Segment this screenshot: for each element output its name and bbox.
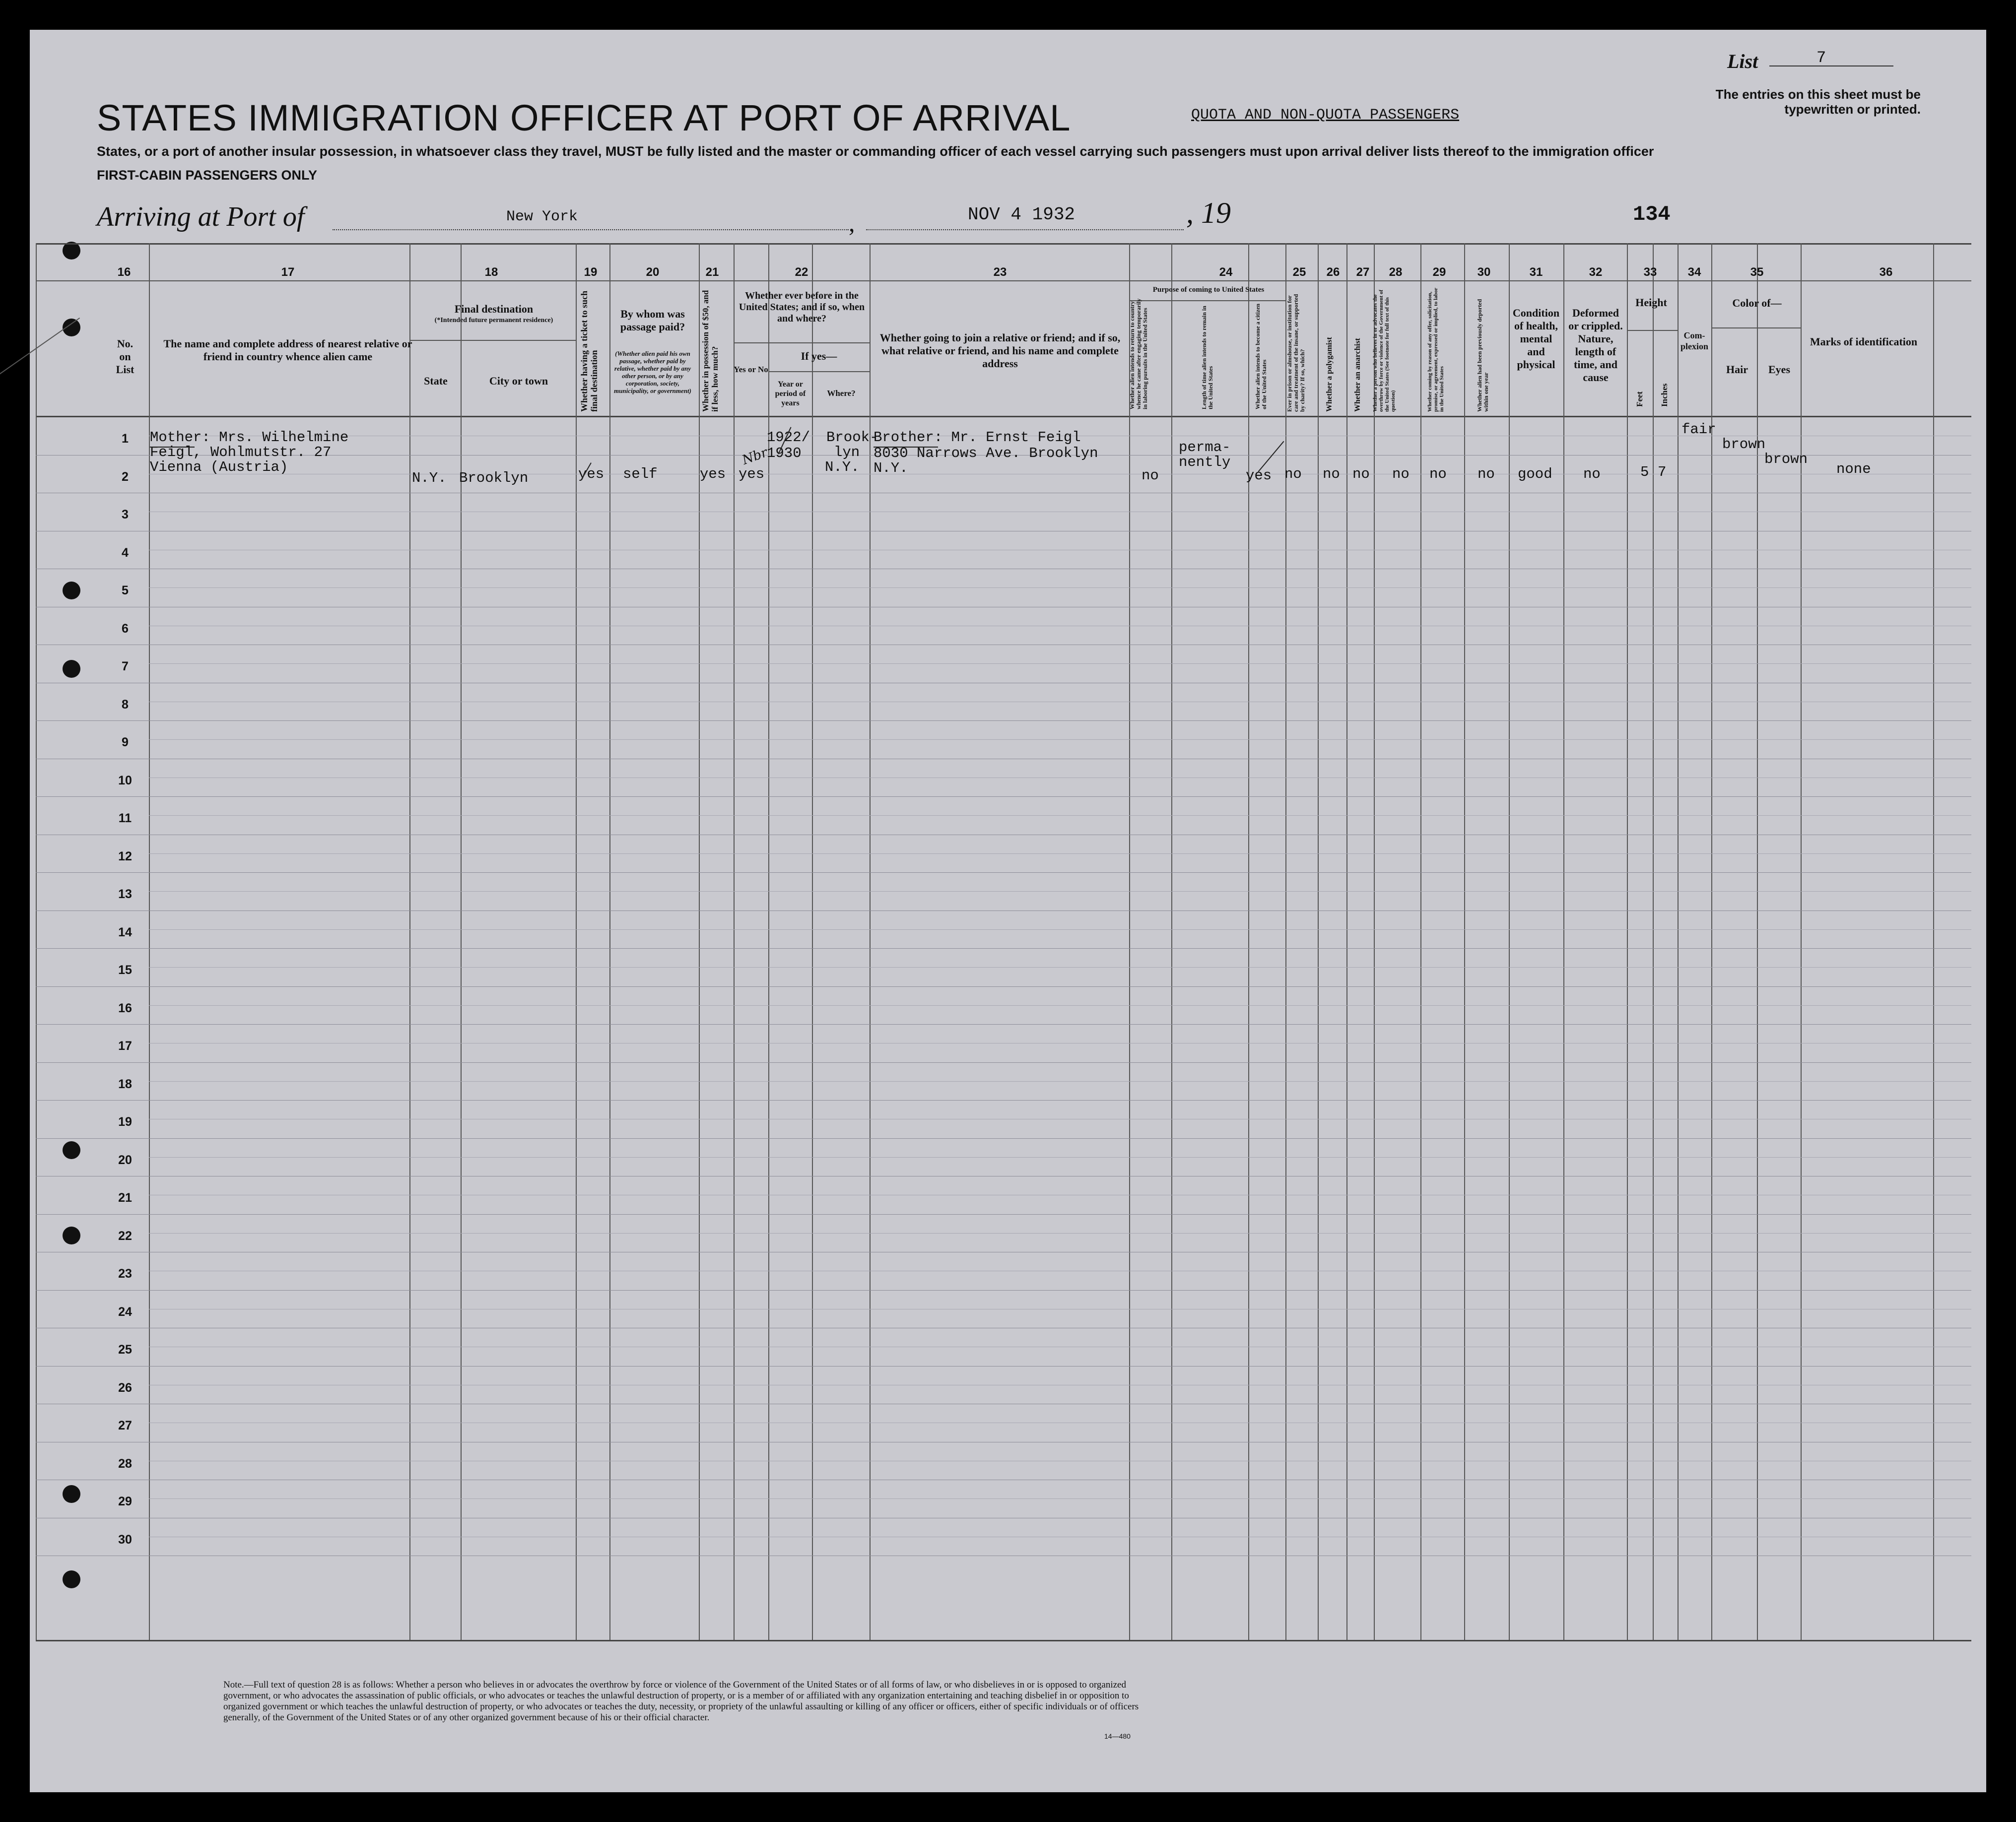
- page-number: 134: [1633, 202, 1671, 226]
- row-number: 26: [118, 1380, 132, 1395]
- punch-hole: [63, 660, 80, 678]
- subheader-line: [1711, 327, 1801, 328]
- quota-label: QUOTA AND NON-QUOTA PASSENGERS: [1191, 107, 1460, 124]
- row-number: 23: [118, 1267, 132, 1281]
- header-nearest-relative: The name and complete address of nearest relative or friend in country whence alien came: [163, 337, 412, 363]
- row-number: 2: [122, 469, 129, 484]
- row-number: 5: [122, 584, 129, 598]
- column-line: [1563, 243, 1564, 1640]
- header-deported: Whether alien had been previously deported within one year: [1476, 299, 1489, 412]
- header-joining: Whether going to join a relative or friend; and if so, what relative or friend, and his name and complete address: [879, 331, 1121, 370]
- header-where: Where?: [827, 389, 856, 398]
- header-citizen-intent: Whether alien intends to become a citizen of the United States: [1254, 303, 1268, 409]
- row-number: 19: [118, 1115, 132, 1129]
- row-midline: [149, 663, 1971, 664]
- row-number: 11: [118, 811, 132, 826]
- row-midline: [149, 587, 1971, 588]
- header-hair: Hair: [1726, 363, 1748, 376]
- row-line: [36, 1062, 1971, 1063]
- row-number: 17: [118, 1039, 132, 1053]
- row-line: [36, 1138, 1971, 1139]
- col-num: 29: [1432, 265, 1446, 279]
- relative-line: Vienna (Austria): [150, 459, 288, 475]
- col-num: 36: [1879, 265, 1893, 279]
- row-midline: [149, 1233, 1971, 1234]
- typewritten-note: The entries on this sheet must be typewritten or printed.: [1715, 87, 1921, 117]
- header-return-intent: Whether alien intends to return to country whence he came after engaging temporarily in laboring pursuits in the United States: [1129, 298, 1148, 409]
- col-num: 21: [705, 265, 719, 279]
- row-line: [36, 796, 1971, 797]
- polygamist-value: no: [1323, 466, 1340, 482]
- table-top-border: [36, 243, 1971, 245]
- subheader-line: [1627, 330, 1678, 331]
- row-midline: [149, 1157, 1971, 1158]
- row-number: 13: [118, 887, 132, 902]
- health-value: good: [1518, 466, 1552, 482]
- column-line: [812, 243, 813, 1640]
- joining-underline: [874, 447, 938, 448]
- hair-value: brown: [1722, 436, 1766, 453]
- row-midline: [149, 1498, 1971, 1499]
- column-line: [1653, 243, 1654, 1640]
- row-midline: [149, 853, 1971, 854]
- row-midline: [149, 891, 1971, 892]
- row-line: [36, 1100, 1971, 1101]
- header-fifty-dollars: Whether in possession of $50, and if less, how much?: [701, 290, 720, 412]
- joining-line: 8030 Narrows Ave. Brooklyn: [874, 445, 1098, 461]
- first-cabin-label: FIRST-CABIN PASSENGERS ONLY: [97, 168, 318, 183]
- row-number: 16: [118, 1001, 132, 1015]
- arriving-label: Arriving at Port of: [97, 201, 305, 232]
- port-line: [333, 229, 849, 230]
- column-line: [870, 243, 871, 1640]
- column-line: [1678, 243, 1679, 1640]
- table-bottom-border: [36, 1640, 1971, 1641]
- row-number: 8: [122, 697, 129, 712]
- years-line: 1922/: [767, 429, 810, 446]
- handwritten-mark: Nbr: [740, 445, 770, 468]
- col-num: 19: [584, 265, 598, 279]
- where-line: N.Y.: [825, 459, 860, 475]
- header-length-of-stay: Length of time alien intends to remain in the United States: [1201, 306, 1214, 409]
- col-num: 27: [1356, 265, 1370, 279]
- header-destination-sub: (*Intended future permanent residence): [434, 317, 553, 324]
- form-title: STATES IMMIGRATION OFFICER AT PORT OF ARRIVAL: [97, 97, 1071, 138]
- labor-value: no: [1429, 466, 1447, 482]
- subheader-line: [409, 340, 576, 341]
- col-num: 22: [795, 265, 808, 279]
- col-num: 32: [1589, 265, 1603, 279]
- column-line: [1285, 243, 1286, 1640]
- row-line: [36, 1024, 1971, 1025]
- col-num: 16: [117, 265, 131, 279]
- ticket-value: yes: [578, 466, 605, 482]
- col-num: 34: [1687, 265, 1701, 279]
- row-line: [36, 948, 1971, 949]
- row-number: 25: [118, 1343, 132, 1357]
- col-num: 25: [1292, 265, 1306, 279]
- row-number: 27: [118, 1419, 132, 1433]
- header-year: Year or period of years: [775, 380, 806, 407]
- punch-hole: [63, 582, 80, 599]
- header-inches: Inches: [1660, 383, 1669, 407]
- col-num: 31: [1529, 265, 1543, 279]
- row-line: [36, 1290, 1971, 1291]
- overthrow-value: no: [1392, 466, 1410, 482]
- port-of-arrival: New York: [506, 208, 578, 225]
- deported-value: no: [1478, 466, 1495, 482]
- column-line: [699, 243, 700, 1640]
- column-line: [1464, 243, 1465, 1640]
- punch-hole: [63, 1141, 80, 1159]
- row-number: 28: [118, 1456, 132, 1471]
- header-bottom-border: [36, 416, 1971, 417]
- column-line: [1129, 243, 1130, 1640]
- row-number: 6: [122, 621, 129, 636]
- col-num: 23: [993, 265, 1007, 279]
- column-line: [1248, 243, 1249, 1640]
- row-midline: [149, 1081, 1971, 1082]
- row-midline: [149, 739, 1971, 740]
- row-midline: [149, 815, 1971, 816]
- colnum-divider: [36, 280, 1971, 281]
- header-ticket: Whether having a ticket to such final destination: [579, 290, 599, 412]
- joining-line: N.Y.: [874, 460, 908, 476]
- column-line: [1711, 243, 1712, 1640]
- col-num: 30: [1477, 265, 1491, 279]
- punch-hole: [63, 1227, 80, 1244]
- header-city: City or town: [489, 375, 548, 387]
- row-line: [36, 1214, 1971, 1215]
- column-line: [1171, 243, 1172, 1640]
- header-list-number: No. on List: [116, 337, 134, 376]
- citizen-value: yes: [1246, 467, 1272, 484]
- header-prison: Ever in prison or almshouse, or institution for care and treatment of the insane, or supported by charity? If so, which?: [1286, 294, 1306, 412]
- column-line: [1509, 243, 1510, 1640]
- list-number: 7: [1816, 49, 1826, 67]
- punch-hole: [63, 1485, 80, 1503]
- column-line: [1318, 243, 1319, 1640]
- where-line: Brook-: [826, 429, 878, 446]
- column-line: [1627, 243, 1628, 1640]
- col-num: 35: [1750, 265, 1764, 279]
- header-yes-no: Yes or No: [734, 365, 768, 374]
- length-line: nently: [1179, 454, 1231, 470]
- column-line: [609, 243, 610, 1640]
- eyes-value: brown: [1764, 451, 1808, 467]
- years-line: 1930: [767, 445, 802, 461]
- column-line: [1374, 243, 1375, 1640]
- column-line: [1346, 243, 1347, 1640]
- feet-value: 5: [1640, 464, 1649, 480]
- col-num: 28: [1389, 265, 1403, 279]
- row-number: 29: [118, 1495, 132, 1509]
- where-line: lyn: [834, 444, 860, 460]
- relative-underline: [150, 447, 195, 448]
- col-num: 20: [646, 265, 660, 279]
- header-complexion: Com-plexion: [1680, 330, 1708, 351]
- row-number: 12: [118, 849, 132, 863]
- complexion-value: fair: [1681, 421, 1716, 438]
- row-number: 1: [122, 432, 129, 446]
- row-midline: [149, 1005, 1971, 1006]
- header-purpose: Purpose of coming to United States: [1152, 286, 1265, 294]
- header-health: Condition of health, mental and physical: [1512, 307, 1560, 371]
- column-line: [36, 243, 37, 1640]
- header-eyes: Eyes: [1768, 363, 1790, 376]
- row-line: [36, 720, 1971, 721]
- row-number: 4: [122, 545, 129, 560]
- form-code: 14—480: [1104, 1732, 1131, 1740]
- col-num: 26: [1326, 265, 1340, 279]
- row-number: 18: [118, 1077, 132, 1091]
- header-feet: Feet: [1635, 391, 1644, 407]
- column-line: [1420, 243, 1421, 1640]
- col-num: 18: [484, 265, 498, 279]
- column-line: [409, 243, 410, 1640]
- column-line: [576, 243, 577, 1640]
- row-line: [36, 872, 1971, 873]
- column-line: [734, 243, 735, 1640]
- header-height: Height: [1635, 296, 1667, 309]
- header-marks: Marks of identification: [1810, 335, 1918, 348]
- list-underline: [1769, 65, 1893, 66]
- before-yes: yes: [739, 466, 765, 482]
- row-midline: [149, 967, 1971, 968]
- subheader-line: [768, 371, 870, 372]
- anarchist-value: no: [1352, 466, 1370, 482]
- comma: ,: [849, 209, 855, 237]
- row-number: 15: [118, 963, 132, 977]
- row-number: 14: [118, 925, 132, 939]
- col-num: 24: [1219, 265, 1233, 279]
- money-value: yes: [700, 466, 726, 482]
- paid-by-value: self: [623, 466, 658, 482]
- relative-line: Mother: Mrs. Wilhelmine: [150, 429, 349, 446]
- deformed-value: no: [1583, 466, 1601, 482]
- header-ever-in-us: Whether ever before in the United States; and if so, when and where?: [739, 290, 865, 324]
- row-line: [36, 986, 1971, 987]
- header-final-destination: Final destination: [454, 303, 534, 315]
- header-state: State: [424, 375, 448, 387]
- header-deformed: Deformed or crippled. Nature, length of time, and cause: [1568, 307, 1623, 384]
- dest-city: Brooklyn: [459, 470, 529, 486]
- punch-hole: [63, 1570, 80, 1588]
- header-polygamist: Whether a polygamist: [1325, 337, 1334, 412]
- col-num: 33: [1643, 265, 1657, 279]
- row-number: 30: [118, 1532, 132, 1547]
- prison-value: no: [1284, 466, 1302, 482]
- row-number: 21: [118, 1191, 132, 1205]
- row-number: 22: [118, 1229, 132, 1243]
- header-labor-offer: Whether coming by reason of any offer, solicitation, promise, or agreement, expressed or implied, to labor in the United States: [1427, 288, 1445, 412]
- form-sheet: [30, 30, 1986, 1792]
- column-line: [461, 243, 462, 1640]
- subheader-line: [734, 342, 870, 343]
- instruction-text: States, or a port of another insular possession, in whatsoever class they travel, MUST be fully listed and the master or commanding officer of each vessel carrying such passengers must upon arrival deliver lists thereof to the immigration officer: [97, 144, 1654, 159]
- header-if-yes: If yes—: [801, 350, 837, 362]
- column-line: [1757, 243, 1758, 1640]
- row-number: 3: [122, 508, 129, 522]
- header-passage-sub: (Whether alien paid his own passage, whether paid by relative, whether paid by any other person, or by any corporation, society, municipality, or government): [614, 350, 691, 394]
- header-overthrow: Whether a person who believes in or advocates the overthrow by force or violence of the Government of the United States (See footnote for full text of this question): [1372, 289, 1396, 412]
- header-passage-paid: By whom was passage paid?: [620, 308, 685, 333]
- length-line: perma-: [1179, 439, 1231, 456]
- row-number: 7: [122, 659, 129, 674]
- date-line: [866, 229, 1184, 230]
- inches-value: 7: [1658, 464, 1667, 480]
- marks-value: none: [1836, 461, 1871, 477]
- column-line: [1933, 243, 1934, 1640]
- row-number: 20: [118, 1153, 132, 1167]
- dest-state: N.Y.: [412, 470, 447, 486]
- date-stamp: NOV 4 1932: [968, 204, 1075, 225]
- relative-line: Feigl, Wohlmutstr. 27: [150, 444, 332, 460]
- list-label: List: [1727, 50, 1758, 72]
- row-number: 10: [118, 773, 132, 787]
- footnote: Note.—Full text of question 28 is as follows: Whether a person who believes in or advocates the overthrow by force or violence of the Government of the United States or of all forms of law, or who disbelieves in or is opposed to organized government, or who advocates the assassination of public officials, or who advocates or teaches the unlawful destruction of property, or is a member of or affiliated with any organization entertaining and teaching disbelief in or opposition to organized government or which teaches the unlawful destruction of property, or who advocates or teaches the duty, necessity, or propriety of the unlawful assaulting or killing of any officer or officers, either of specific individuals or of officers generally, of the Government of the United States or of any other organized government because of his or their official character.: [223, 1680, 1139, 1723]
- row-number: 9: [122, 735, 129, 750]
- row-midline: [149, 929, 1971, 930]
- year-prefix: , 19: [1186, 196, 1231, 229]
- return-value: no: [1142, 467, 1159, 484]
- row-number: 24: [118, 1304, 132, 1319]
- col-num: 17: [281, 265, 295, 279]
- joining-line: Brother: Mr. Ernst Feigl: [874, 429, 1081, 446]
- header-color-of: Color of—: [1732, 297, 1782, 309]
- header-anarchist: Whether an anarchist: [1353, 338, 1362, 412]
